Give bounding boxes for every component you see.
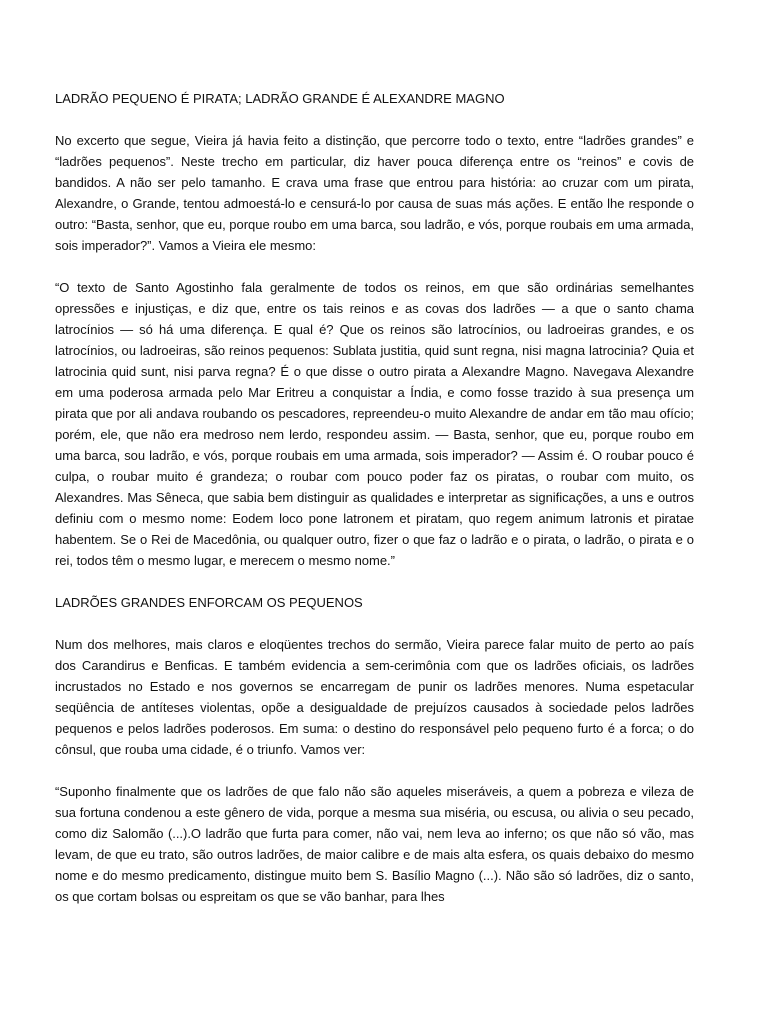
section-heading-pirata-alexandre: LADRÃO PEQUENO É PIRATA; LADRÃO GRANDE É ALEXANDRE MAGNO [55,91,505,106]
quote-paragraph: “O texto de Santo Agostinho fala geralmente de todos os reinos, em que são ordinárias semelhantes opressões e injustiças, e diz que, entre os tais reinos e as covas dos ladrões — a que o santo chama latrocínios — só há uma diferença. E qual é? Que os reinos são latrocínios, ou ladroeiras grandes, e os latrocínios, ou ladroeiras, são reinos pequenos: Sublata justitia, quid sunt regna, nisi magna latrocinia? Quia et latrocinia quid sunt, nisi parva regna? É o que disse o outro pirata a Alexandre Magno. Navegava Alexandre em uma poderosa armada pelo Mar Eritreu a conquistar a Índia, e como fosse trazido à sua presença um pirata que por ali andava roubando os pescadores, repreendeu-o muito Alexandre de andar em tão mau ofício; porém, ele, que não era medroso nem lerdo, respondeu assim. — Basta, senhor, que eu, porque roubo em uma barca, sou ladrão, e vós, porque roubais em uma armada, sois imperador? — Assim é. O roubar pouco é culpa, o roubar muito é grandeza; o roubar com pouco poder faz os piratas, o roubar com muito, os Alexandres. Mas Sêneca, que sabia bem distinguir as qualidades e interpretar as significações, a uns e outros definiu com o mesmo nome: Eodem loco pone latronem et piratam, quo regem animum latronis et piratae habentem. Se o Rei de Macedônia, ou qualquer outro, fizer o que faz o ladrão e o pirata, o ladrão, o pirata e o rei, todos têm o mesmo lugar, e merecem o mesmo nome.” [55,280,694,568]
body-paragraph: No excerto que segue, Vieira já havia feito a distinção, que percorre todo o texto, entre “ladrões grandes” e “ladrões pequenos”. Neste trecho em particular, diz haver pouca diferença entre os “reinos” e covis de bandidos. A não ser pelo tamanho. E crava uma frase que entrou para história: ao cruzar com um pirata, Alexandre, o Grande, tentou admoestá-lo e censurá-lo por causa de suas más ações. E então lhe responde o outro: “Basta, senhor, que eu, porque roubo em uma barca, sou ladrão, e vós, porque roubais em uma armada, sois imperador?”. Vamos a Vieira ele mesmo: [55,133,694,253]
document-page [55,88,694,907]
section-heading-ladroes-grandes: LADRÕES GRANDES ENFORCAM OS PEQUENOS [55,595,363,610]
body-paragraph: Num dos melhores, mais claros e eloqüentes trechos do sermão, Vieira parece falar muito de perto ao país dos Carandirus e Benficas. E também evidencia a sem-cerimônia com que os ladrões oficiais, os ladrões incrustados no Estado e nos governos se encarregam de punir os ladrões menores. Numa espetacular seqüência de antíteses violentas, opõe a desigualdade de prejuízos causados à sociedade pelos ladrões pequenos e pelos ladrões poderosos. Em suma: o destino do responsável pelo pequeno furto é a forca; o do cônsul, que rouba uma cidade, é o triunfo. Vamos ver: [55,637,694,757]
quote-paragraph: “Suponho finalmente que os ladrões de que falo não são aqueles miseráveis, a quem a pobreza e vileza de sua fortuna condenou a este gênero de vida, porque a mesma sua miséria, ou escusa, ou alivia o seu pecado, como diz Salomão (...).O ladrão que furta para comer, não vai, nem leva ao inferno; os que não só vão, mas levam, de que eu trato, são outros ladrões, de maior calibre e de mais alta esfera, os quais debaixo do mesmo nome e do mesmo predicamento, distingue muito bem S. Basílio Magno (...). Não são só ladrões, diz o santo, os que cortam bolsas ou espreitam os que se vão banhar, para lhes [55,784,694,904]
